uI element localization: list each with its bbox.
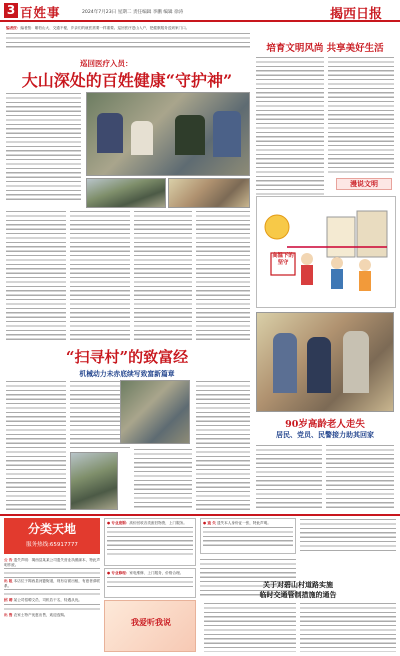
- lead-text-col1: [6, 92, 81, 200]
- second-photo-1: [70, 452, 118, 510]
- lead-photo-small-1: [86, 178, 166, 208]
- promo-banner: [104, 600, 196, 652]
- notice-text-col2: [300, 602, 396, 652]
- classified-list: [4, 558, 100, 652]
- right-article-col1: [256, 56, 324, 206]
- second-text-col4: [196, 380, 250, 510]
- promo-text: 我爱听我说: [131, 618, 171, 627]
- notice-title-2: 临时交通管制措施的通告: [259, 590, 337, 599]
- list-item: 招 聘 某公司招聘文员、司机若干名，待遇从优。: [4, 598, 82, 603]
- right-article-col2: [328, 56, 394, 176]
- civility-tag: 漫说文明: [336, 178, 392, 190]
- second-text-col1: [6, 380, 66, 510]
- newspaper-logo: 揭西日报: [329, 7, 382, 22]
- cartoon-illustration: [256, 196, 396, 308]
- second-text-col3: [134, 448, 192, 510]
- second-photo-2: [120, 380, 190, 444]
- list-item: 出 租 本店位于揭西县河婆街道，现有店面出租，有意者请联系。: [4, 579, 100, 588]
- lead-photo-small-2: [168, 178, 250, 208]
- lead-text-col5: [196, 210, 250, 340]
- right-lower-subtitle: 居民、党员、民警接力助其回家: [276, 430, 374, 439]
- second-subtitle: 机械动力未赤底续写致富新篇章: [79, 370, 175, 378]
- lead-text-col2: [6, 210, 66, 340]
- cartoon-caption: 高温下的坚守: [272, 253, 294, 266]
- classified-header: [4, 518, 100, 554]
- section-title: 百姓事: [20, 5, 61, 20]
- classified-divider: [0, 514, 400, 516]
- lead-text-col3: [70, 210, 130, 340]
- notice-text-col1: [204, 602, 296, 652]
- second-title: “扫寻村”的致富经: [65, 348, 189, 366]
- right-lower-col2: [326, 444, 394, 510]
- classified-title: 分类天地: [27, 522, 76, 536]
- issue-meta: 2024年7月23日 星期二 责任编辑 李鹏 编辑 徐涛: [82, 10, 184, 15]
- right-article-title: 培育文明风尚 共享美好生活: [266, 43, 384, 54]
- lead-title: 大山深处的百姓健康“守护神”: [21, 71, 233, 90]
- classified-phone: 服务热线:65917777: [26, 542, 78, 548]
- editor-note: 编者按：编者按：哪怕山大、交通不便，乡亲们的就医需要一样重要。巡回医疗进山入户，把健康服务送到家门口。: [6, 26, 250, 52]
- page-number: 3: [4, 3, 18, 18]
- classified-middle-1: ● 专业废钢：高价回收各类废旧物资，上门服务。: [104, 518, 196, 566]
- list-item: 公 告 遗失声明：揭西县某某公司遗失营业执照副本，特此声明作废。: [4, 558, 100, 567]
- classified-middle-2: ● 专业修理：家电维修、上门服务，价格合理。: [104, 568, 196, 598]
- right-lower-photo: [256, 312, 394, 412]
- notice-title: 关于对碧山村道路实施: [263, 580, 333, 589]
- right-lower-title: 90岁高龄老人走失: [285, 419, 365, 430]
- classified-right-1: ● 遗 失 遗失本人身份证一张，特此声明。: [200, 518, 296, 554]
- classified-right-3: [300, 518, 396, 554]
- lead-kicker: 巡回医疗入员：: [80, 59, 133, 68]
- lead-photo: [86, 92, 250, 176]
- right-lower-col1: [256, 444, 322, 510]
- lead-text-col4: [134, 210, 192, 340]
- list-item: 出 售 农家土特产优惠出售，欢迎选购。: [4, 612, 68, 617]
